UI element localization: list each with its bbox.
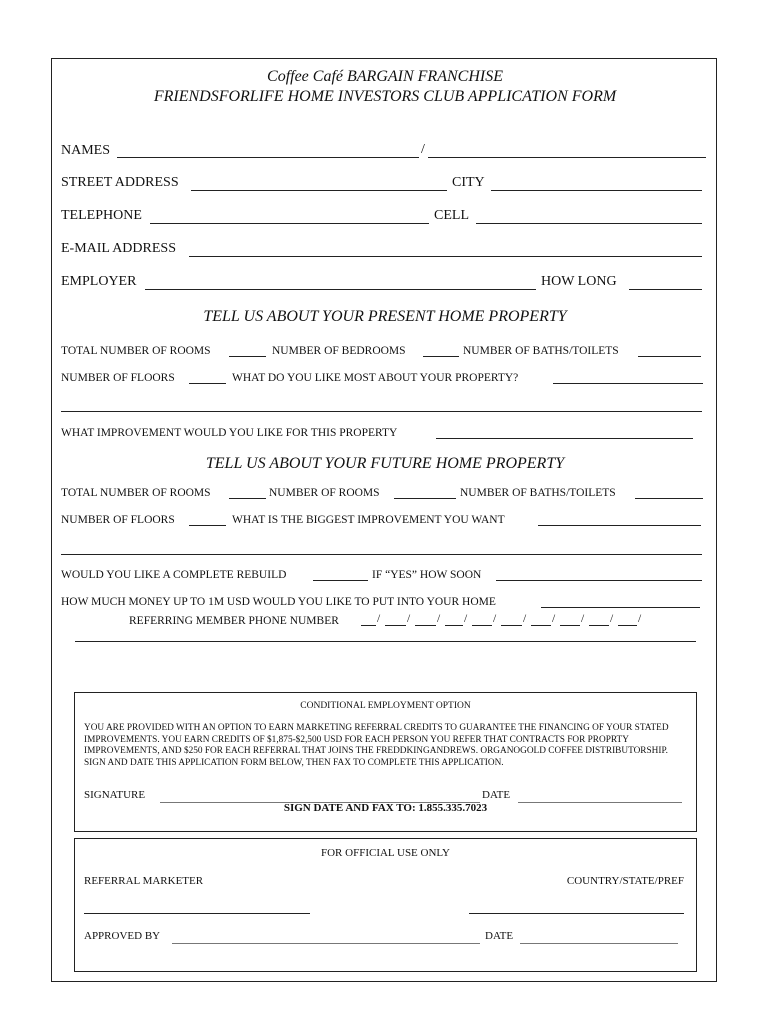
signature-label: SIGNATURE xyxy=(84,789,146,801)
present-bedrooms-field[interactable] xyxy=(423,344,459,357)
form-title-line1: Coffee Café BARGAIN FRANCHISE xyxy=(267,68,503,85)
rebuild-label: WOULD YOU LIKE A COMPLETE REBUILD xyxy=(61,569,287,581)
email-field[interactable] xyxy=(189,242,702,257)
future-floors-field[interactable] xyxy=(189,513,226,526)
future-total-rooms-field[interactable] xyxy=(229,486,266,499)
phone-continuation-line xyxy=(75,641,696,642)
names-separator: / xyxy=(421,142,425,157)
fax-instruction: SIGN DATE AND FAX TO: 1.855.335.7023 xyxy=(283,802,488,814)
street-address-field[interactable] xyxy=(191,176,447,191)
referring-phone-label: REFERRING MEMBER PHONE NUMBER xyxy=(129,615,339,627)
employer-field[interactable] xyxy=(145,275,536,290)
names-label: NAMES xyxy=(61,143,111,158)
present-improvement-label: WHAT IMPROVEMENT WOULD YOU LIKE FOR THIS PROPERTY xyxy=(61,427,398,439)
future-property-heading: TELL US ABOUT YOUR FUTURE HOME PROPERTY xyxy=(205,455,565,472)
employment-box-paragraph: YOU ARE PROVIDED WITH AN OPTION TO EARN MARKETING REFERRAL CREDITS TO GUARANTEE THE FINANCING OF YOUR STATED IMPROVEMENTS. YOU EARN CREDITS OF $1,875-$2,500 USD FOR EACH PERSON YOU REFER THAT CONTRACTS FOR PROPRTY IMPROVEMENTS, AND $250 FOR EACH REFERRAL THAT JOINS THE FREDDKINGANDREWS. ORGANOGOLD COFFEE DISTRIBUTORSHIP. SIGN AND DATE THIS APPLICATION FORM BELOW, THEN FAX TO COMPLETE THIS APPLICATION. xyxy=(84,723,669,768)
present-property-heading: TELL US ABOUT YOUR PRESENT HOME PROPERTY xyxy=(203,308,567,325)
like-most-label: WHAT DO YOU LIKE MOST ABOUT YOUR PROPERTY? xyxy=(232,372,519,384)
rebuild-field[interactable] xyxy=(313,568,368,581)
cell-field[interactable] xyxy=(476,209,702,224)
country-state-pref-label: COUNTRY/STATE/PREF xyxy=(566,875,684,887)
email-label: E-MAIL ADDRESS xyxy=(61,241,176,256)
future-rooms-label: NUMBER OF ROOMS xyxy=(269,487,380,499)
telephone-field[interactable] xyxy=(150,209,429,224)
how-long-field[interactable] xyxy=(629,275,702,290)
present-improvement-field[interactable] xyxy=(436,426,693,439)
like-most-continuation-line[interactable] xyxy=(61,411,702,412)
approved-by-label: APPROVED BY xyxy=(84,930,161,942)
form-title-line2: FRIENDSFORLIFE HOME INVESTORS CLUB APPLICATION FORM xyxy=(153,88,617,105)
second-name-field[interactable] xyxy=(428,143,706,158)
employer-label: EMPLOYER xyxy=(61,274,137,289)
referral-marketer-label: REFERRAL MARKETER xyxy=(84,875,204,887)
future-baths-field[interactable] xyxy=(635,486,703,499)
how-soon-field[interactable] xyxy=(496,568,702,581)
telephone-label: TELEPHONE xyxy=(61,208,142,223)
city-field[interactable] xyxy=(491,176,702,191)
present-baths-label: NUMBER OF BATHS/TOILETS xyxy=(463,345,619,357)
present-floors-field[interactable] xyxy=(189,371,226,384)
money-label: HOW MUCH MONEY UP TO 1M USD WOULD YOU LIKE TO PUT INTO YOUR HOME xyxy=(61,596,496,608)
present-total-rooms-field[interactable] xyxy=(229,344,266,357)
street-address-label: STREET ADDRESS xyxy=(61,175,179,190)
biggest-improvement-continuation-line[interactable] xyxy=(61,554,702,555)
first-name-field[interactable] xyxy=(117,143,419,158)
referral-marketer-field[interactable] xyxy=(84,913,310,914)
future-rooms-field[interactable] xyxy=(394,486,456,499)
how-long-label: HOW LONG xyxy=(541,274,617,289)
present-bedrooms-label: NUMBER OF BEDROOMS xyxy=(272,345,406,357)
country-state-pref-field[interactable] xyxy=(469,913,684,914)
how-soon-label: IF “YES” HOW SOON xyxy=(372,569,482,581)
present-floors-label: NUMBER OF FLOORS xyxy=(61,372,175,384)
city-label: CITY xyxy=(452,175,485,190)
employment-box-heading: CONDITIONAL EMPLOYMENT OPTION xyxy=(300,701,471,711)
biggest-improvement-label: WHAT IS THE BIGGEST IMPROVEMENT YOU WANT xyxy=(232,514,505,526)
present-baths-field[interactable] xyxy=(638,344,701,357)
future-baths-label: NUMBER OF BATHS/TOILETS xyxy=(460,487,616,499)
official-use-heading: FOR OFFICIAL USE ONLY xyxy=(321,847,450,859)
money-field[interactable] xyxy=(541,595,700,608)
cell-label: CELL xyxy=(434,208,469,223)
future-total-rooms-label: TOTAL NUMBER OF ROOMS xyxy=(61,487,211,499)
approved-date-field[interactable] xyxy=(520,931,678,944)
future-floors-label: NUMBER OF FLOORS xyxy=(61,514,175,526)
approved-date-label: DATE xyxy=(485,930,514,942)
biggest-improvement-field[interactable] xyxy=(538,513,701,526)
like-most-field[interactable] xyxy=(553,371,703,384)
signature-date-label: DATE xyxy=(482,789,511,801)
present-total-rooms-label: TOTAL NUMBER OF ROOMS xyxy=(61,345,211,357)
approved-by-field[interactable] xyxy=(172,931,480,944)
